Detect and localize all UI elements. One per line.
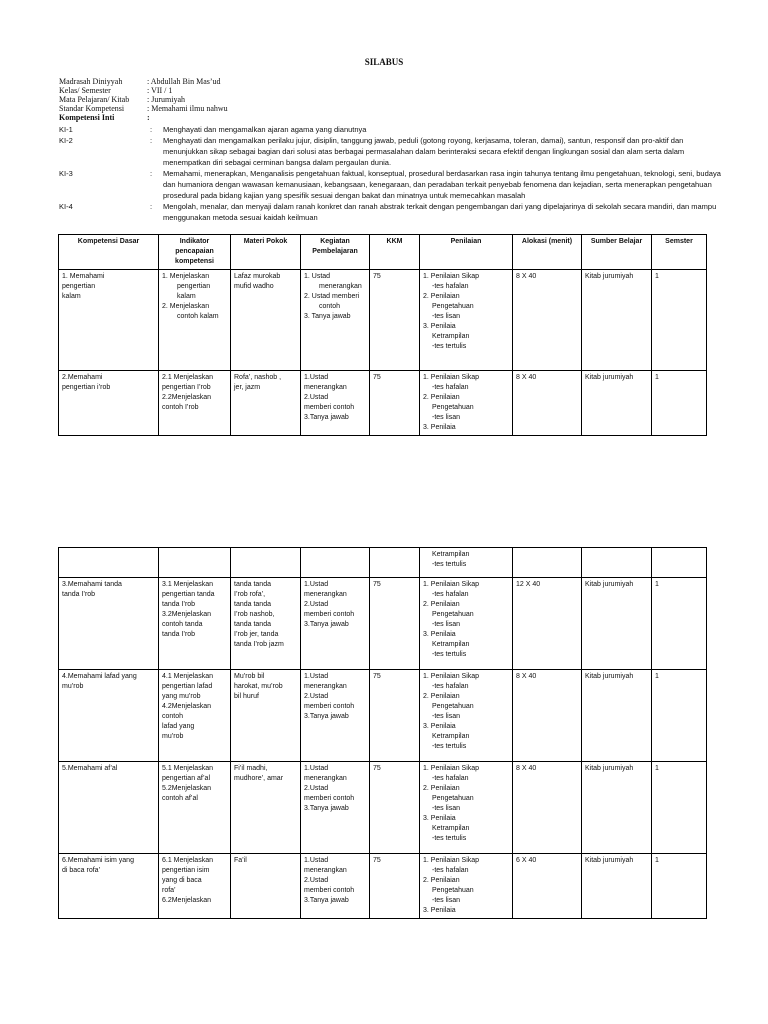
cell-line: 3.Tanya jawab	[304, 414, 349, 421]
meta-value: :	[147, 113, 150, 122]
cell-line: -tes hafalan	[432, 591, 469, 598]
penilaian-cell	[420, 854, 513, 919]
cell-line: 1. Memahami	[62, 273, 105, 280]
column-header	[370, 235, 420, 270]
column-header	[582, 235, 652, 270]
cell-line: harokat, mu’rob	[234, 683, 283, 690]
cell-line: pengertian i’rob	[62, 384, 111, 391]
materi-pokok-cell	[231, 578, 301, 670]
ki-text-line: menggunakan metoda sesuai kaidah keilmuan	[163, 213, 318, 222]
cell-line: I’rob jer, tanda	[234, 631, 279, 638]
cell-line: -tes hafalan	[432, 384, 469, 391]
indikator-cell	[159, 548, 231, 578]
cell-line: menerangkan	[304, 775, 347, 782]
cell-line: kompetensi	[175, 258, 214, 265]
ki-colon: :	[150, 125, 153, 134]
ki-colon: :	[150, 136, 153, 145]
cell-line: 2.Ustad	[304, 601, 329, 608]
cell-line: 2. Penilaian	[423, 785, 460, 792]
meta-label: Standar Kompetensi	[59, 104, 125, 113]
table-row	[59, 548, 707, 578]
cell-line: 3. Penilaia	[423, 631, 456, 638]
cell-line: Ketrampilan	[432, 641, 470, 648]
ki-text-line: Memahami, menerapkan, Menganalisis pengetahuan faktual, konseptual, prosedural berdasarkan rasa ingin tahunya tentang ilmu pengetahuan, teknologi, seni, budaya	[163, 169, 721, 178]
cell-line: 2. Penilaian	[423, 693, 460, 700]
cell-line: mufid wadho	[234, 283, 274, 290]
alokasi-cell: 12 X 40	[513, 578, 582, 670]
cell-line: kalam	[62, 293, 81, 300]
kompetensi-dasar-cell	[59, 578, 159, 670]
kompetensi-dasar-cell	[59, 854, 159, 919]
cell-line: 4.2Menjelaskan	[162, 703, 212, 710]
cell-line: 5.Memahami af’al	[62, 765, 118, 772]
sumber-belajar-cell: Kitab jurumiyah	[582, 578, 652, 670]
kegiatan-cell	[301, 854, 370, 919]
cell-line: Pengetahuan	[432, 303, 474, 310]
cell-line: pengertian	[177, 283, 211, 290]
kegiatan-cell	[301, 670, 370, 762]
cell-line: menerangkan	[304, 384, 347, 391]
semester-cell: 1	[652, 578, 707, 670]
cell-line: Sumber Belajar	[590, 238, 643, 245]
cell-line: tanda tanda	[234, 581, 271, 588]
semester-cell: 1	[652, 762, 707, 854]
cell-line: KKM	[386, 238, 403, 245]
cell-line: 1.Ustad	[304, 581, 329, 588]
column-header	[231, 235, 301, 270]
cell-line: 1.Ustad	[304, 765, 329, 772]
cell-line: menerangkan	[304, 591, 347, 598]
cell-line: -tes tertulis	[432, 835, 467, 842]
cell-line: memberi contoh	[304, 887, 355, 894]
kkm-cell	[370, 548, 420, 578]
cell-line: tanda I’rob	[162, 631, 196, 638]
table-row	[59, 270, 707, 371]
meta-row	[59, 77, 221, 86]
kompetensi-dasar-cell	[59, 371, 159, 436]
cell-line: -tes hafalan	[432, 683, 469, 690]
kompetensi-dasar-cell	[59, 270, 159, 371]
semester-cell	[652, 548, 707, 578]
indikator-cell	[159, 270, 231, 371]
kegiatan-cell	[301, 578, 370, 670]
cell-line: 2.Ustad	[304, 693, 329, 700]
cell-line: -tes lisan	[432, 805, 461, 812]
cell-line: yang mu’rob	[162, 693, 201, 700]
cell-line: pengertian	[62, 283, 96, 290]
sumber-belajar-cell: Kitab jurumiyah	[582, 371, 652, 436]
cell-line: 2.Ustad	[304, 785, 329, 792]
cell-line: menerangkan	[304, 867, 347, 874]
cell-line: 2. Penilaian	[423, 601, 460, 608]
cell-line: 3.Tanya jawab	[304, 713, 349, 720]
cell-line: Rofa’, nashob ,	[234, 374, 282, 381]
cell-line: Pengetahuan	[432, 887, 474, 894]
syllabus-table-part-2	[58, 547, 707, 919]
cell-line: 3. Penilaia	[423, 723, 456, 730]
cell-line: pengertian isim	[162, 867, 210, 874]
kompetensi-dasar-cell	[59, 762, 159, 854]
ki-label: KI-4	[59, 202, 73, 211]
cell-line: 2.Memahami	[62, 374, 103, 381]
cell-line: Materi Pokok	[243, 238, 288, 245]
cell-line: contoh	[319, 303, 341, 310]
cell-line: 4.Memahami lafad yang	[62, 673, 137, 680]
ki-text	[163, 135, 768, 168]
meta-value: : VII / 1	[147, 86, 173, 95]
cell-line: memberi contoh	[304, 795, 355, 802]
meta-row	[59, 113, 150, 122]
cell-line: yang di baca	[162, 877, 202, 884]
cell-line: -tes lisan	[432, 897, 461, 904]
meta-value: : Jurumiyah	[147, 95, 185, 104]
cell-line: 6.1 Menjelaskan	[162, 857, 213, 864]
indikator-cell	[159, 578, 231, 670]
cell-line: 1.Ustad	[304, 857, 329, 864]
meta-row	[59, 86, 172, 95]
cell-line: 3.Memahami tanda	[62, 581, 122, 588]
meta-row	[59, 95, 185, 104]
sumber-belajar-cell: Kitab jurumiyah	[582, 854, 652, 919]
cell-line: mudhore’, amar	[234, 775, 284, 782]
cell-line: tanda I’rob	[62, 591, 96, 598]
ki-text-line: menempatkan diri sebagai cerminan bangsa dalam pergaulan dunia.	[163, 158, 392, 167]
semester-cell: 1	[652, 270, 707, 371]
cell-line: 2.Ustad	[304, 877, 329, 884]
semester-cell: 1	[652, 670, 707, 762]
kompetensi-dasar-cell	[59, 670, 159, 762]
kegiatan-cell	[301, 762, 370, 854]
cell-line: Fa’il	[234, 857, 247, 864]
materi-pokok-cell	[231, 371, 301, 436]
kegiatan-cell	[301, 270, 370, 371]
cell-line: contoh	[162, 713, 184, 720]
kegiatan-cell	[301, 371, 370, 436]
cell-line: Mu’rob bil	[234, 673, 265, 680]
cell-line: Pengetahuan	[432, 404, 474, 411]
cell-line: 2.2Menjelaskan	[162, 394, 212, 401]
ki-label: KI-1	[59, 125, 73, 134]
meta-row	[59, 104, 228, 113]
column-header	[159, 235, 231, 270]
cell-line: contoh tanda	[162, 621, 203, 628]
materi-pokok-cell	[231, 670, 301, 762]
cell-line: 6.Memahami isim yang	[62, 857, 134, 864]
penilaian-cell	[420, 670, 513, 762]
cell-line: tanda tanda	[234, 621, 271, 628]
cell-line: 5.1 Menjelaskan	[162, 765, 213, 772]
cell-line: 6.2Menjelaskan	[162, 897, 212, 904]
syllabus-table-part-1	[58, 234, 707, 436]
sumber-belajar-cell: Kitab jurumiyah	[582, 270, 652, 371]
cell-line: menerangkan	[319, 283, 362, 290]
alokasi-cell: 6 X 40	[513, 854, 582, 919]
cell-line: Kegiatan	[320, 238, 350, 245]
kkm-cell: 75	[370, 578, 420, 670]
cell-line: -tes lisan	[432, 313, 461, 320]
meta-label: Mata Pelajaran/ Kitab	[59, 95, 130, 104]
cell-line: -tes hafalan	[432, 283, 469, 290]
indikator-cell	[159, 762, 231, 854]
cell-line: 1. Penilaian Sikap	[423, 581, 480, 588]
cell-line: Indikator	[179, 238, 210, 245]
cell-line: tanda I’rob	[162, 601, 196, 608]
kkm-cell: 75	[370, 854, 420, 919]
cell-line: jer, jazm	[234, 384, 261, 391]
meta-label: Madrasah Diniyyah	[59, 77, 123, 86]
table-row	[59, 762, 707, 854]
indikator-cell	[159, 854, 231, 919]
penilaian-cell	[420, 371, 513, 436]
cell-line: 1. Penilaian Sikap	[423, 273, 480, 280]
alokasi-cell: 8 X 40	[513, 371, 582, 436]
cell-line: 2. Menjelaskan	[162, 303, 210, 310]
sumber-belajar-cell: Kitab jurumiyah	[582, 670, 652, 762]
alokasi-cell: 8 X 40	[513, 270, 582, 371]
cell-line: tanda tanda	[234, 601, 271, 608]
cell-line: -tes tertulis	[432, 743, 467, 750]
cell-line: Kompetensi Dasar	[77, 238, 140, 245]
ki-colon: :	[150, 202, 153, 211]
cell-line: Alokasi (menit)	[521, 238, 573, 245]
cell-line: 3. Penilaia	[423, 815, 456, 822]
table-row	[59, 670, 707, 762]
ki-text-line: Menghayati dan mengamalkan perilaku jujur, disiplin, tanggung jawab, peduli (gotong royong, kerjasama, toleran, damai), santun, responsif dan pro-aktif dan	[163, 136, 684, 145]
table-row	[59, 371, 707, 436]
kompetensi-dasar-cell	[59, 548, 159, 578]
cell-line: menerangkan	[304, 683, 347, 690]
ki-text-line: prosedural pada bidang kajian yang spesifik sesuai dengan bakat dan minatnya untuk memecahkan masalah	[163, 191, 526, 200]
indikator-cell	[159, 371, 231, 436]
cell-line: Ketrampilan	[432, 733, 470, 740]
kkm-cell: 75	[370, 371, 420, 436]
cell-line: 2. Penilaian	[423, 877, 460, 884]
semester-cell: 1	[652, 854, 707, 919]
materi-pokok-cell	[231, 762, 301, 854]
cell-line: 3. Penilaia	[423, 424, 456, 431]
table-row	[59, 854, 707, 919]
cell-line: Pengetahuan	[432, 703, 474, 710]
cell-line: 1. Ustad	[304, 273, 331, 280]
cell-line: lafad yang	[162, 723, 195, 730]
cell-line: Semster	[665, 238, 693, 245]
alokasi-cell: 8 X 40	[513, 762, 582, 854]
cell-line: -tes hafalan	[432, 867, 469, 874]
cell-line: pengertian I’rob	[162, 384, 211, 391]
cell-line: tanda I’rob jazm	[234, 641, 284, 648]
column-header	[59, 235, 159, 270]
materi-pokok-cell	[231, 548, 301, 578]
cell-line: bil huruf	[234, 693, 259, 700]
cell-line: memberi contoh	[304, 404, 355, 411]
cell-line: -tes hafalan	[432, 775, 469, 782]
kkm-cell: 75	[370, 270, 420, 371]
cell-line: 2. Penilaian	[423, 293, 460, 300]
cell-line: Lafaz murokab	[234, 273, 281, 280]
indikator-cell	[159, 670, 231, 762]
cell-line: pencapaian	[175, 248, 214, 255]
cell-line: 1. Penilaian Sikap	[423, 673, 480, 680]
cell-line: -tes tertulis	[432, 651, 467, 658]
meta-label: Kompetensi Inti	[59, 113, 115, 122]
ki-label: KI-3	[59, 169, 73, 178]
kkm-cell: 75	[370, 670, 420, 762]
cell-line: 1.Ustad	[304, 673, 329, 680]
cell-line: contoh kalam	[177, 313, 219, 320]
penilaian-cell	[420, 578, 513, 670]
cell-line: 3.1 Menjelaskan	[162, 581, 213, 588]
column-header	[652, 235, 707, 270]
table-row	[59, 578, 707, 670]
cell-line: 2. Penilaian	[423, 394, 460, 401]
cell-line: Ketrampilan	[432, 551, 470, 558]
column-header	[301, 235, 370, 270]
cell-line: 3. Tanya jawab	[304, 313, 351, 320]
ki-label: KI-2	[59, 136, 73, 145]
cell-line: 3.2Menjelaskan	[162, 611, 212, 618]
kkm-cell: 75	[370, 762, 420, 854]
cell-line: 2.Ustad	[304, 394, 329, 401]
cell-line: pengertian tanda	[162, 591, 215, 598]
cell-line: mu’rob	[62, 683, 84, 690]
cell-line: Penilaian	[450, 238, 482, 245]
cell-line: I’rob rofa’,	[234, 591, 266, 598]
cell-line: -tes tertulis	[432, 343, 467, 350]
table-header-row	[59, 235, 707, 270]
cell-line: 3.Tanya jawab	[304, 621, 349, 628]
cell-line: 5.2Menjelaskan	[162, 785, 212, 792]
ki-text-line: Mengolah, menalar, dan menyaji dalam ranah konkret dan ranah abstrak terkait dengan pengembangan dari yang dipelajarinya di sekolah secara mandiri, dan mampu	[163, 202, 717, 211]
cell-line: 1. Penilaian Sikap	[423, 374, 480, 381]
cell-line: memberi contoh	[304, 611, 355, 618]
cell-line: 3. Penilaia	[423, 907, 456, 914]
semester-cell: 1	[652, 371, 707, 436]
meta-label: Kelas/ Semester	[59, 86, 111, 95]
cell-line: 1. Penilaian Sikap	[423, 857, 480, 864]
penilaian-cell	[420, 762, 513, 854]
ki-text	[163, 124, 768, 135]
column-header	[513, 235, 582, 270]
ki-text-line: menunjukkan sikap sebagai bagian dari solusi atas berbagai permasalahan dalam berinteraksi secara efektif dengan lingkungan sosial dan alam serta dalam	[163, 147, 685, 156]
document-title: SILABUS	[364, 57, 404, 67]
sumber-belajar-cell: Kitab jurumiyah	[582, 762, 652, 854]
alokasi-cell: 8 X 40	[513, 670, 582, 762]
cell-line: Fi’il madhi,	[234, 765, 268, 772]
kegiatan-cell	[301, 548, 370, 578]
cell-line: Pengetahuan	[432, 611, 474, 618]
cell-line: 3.Tanya jawab	[304, 897, 349, 904]
cell-line: Ketrampilan	[432, 825, 470, 832]
cell-line: -tes lisan	[432, 621, 461, 628]
meta-value: : Abdullah Bin Mas’ud	[147, 77, 221, 86]
cell-line: 3.Tanya jawab	[304, 805, 349, 812]
penilaian-cell	[420, 270, 513, 371]
ki-text-line: Menghayati dan mengamalkan ajaran agama yang dianutnya	[163, 125, 367, 134]
cell-line: 1. Penilaian Sikap	[423, 765, 480, 772]
ki-colon: :	[150, 169, 153, 178]
ki-text	[163, 201, 768, 223]
cell-line: pengertian af’al	[162, 775, 210, 782]
penilaian-cell	[420, 548, 513, 578]
meta-value: : Memahami ilmu nahwu	[147, 104, 228, 113]
cell-line: contoh af’al	[162, 795, 198, 802]
alokasi-cell	[513, 548, 582, 578]
ki-text-line: dan humaniora dengan wawasan kemanusiaan, kebangsaan, kenegaraan, dan peradaban terkait penyebab fenomena dan kejadian, serta menerapkan pengetahuan	[163, 180, 712, 189]
column-header	[420, 235, 513, 270]
cell-line: rofa’	[162, 887, 176, 894]
cell-line: 2.1 Menjelaskan	[162, 374, 213, 381]
cell-line: -tes tertulis	[432, 561, 467, 568]
cell-line: -tes lisan	[432, 414, 461, 421]
materi-pokok-cell	[231, 270, 301, 371]
cell-line: 1. Menjelaskan	[162, 273, 210, 280]
sumber-belajar-cell	[582, 548, 652, 578]
materi-pokok-cell	[231, 854, 301, 919]
cell-line: -tes lisan	[432, 713, 461, 720]
cell-line: 2. Ustad memberi	[304, 293, 360, 300]
cell-line: mu’rob	[162, 733, 184, 740]
cell-line: di baca rofa’	[62, 867, 101, 874]
cell-line: Ketrampilan	[432, 333, 470, 340]
cell-line: memberi contoh	[304, 703, 355, 710]
cell-line: 3. Penilaia	[423, 323, 456, 330]
cell-line: kalam	[177, 293, 196, 300]
cell-line: 1.Ustad	[304, 374, 329, 381]
cell-line: contoh I’rob	[162, 404, 199, 411]
cell-line: pengertian lafad	[162, 683, 213, 690]
cell-line: 4.1 Menjelaskan	[162, 673, 213, 680]
cell-line: Pengetahuan	[432, 795, 474, 802]
ki-text	[163, 168, 768, 201]
cell-line: I’rob nashob,	[234, 611, 275, 618]
cell-line: Pembelajaran	[312, 248, 358, 255]
